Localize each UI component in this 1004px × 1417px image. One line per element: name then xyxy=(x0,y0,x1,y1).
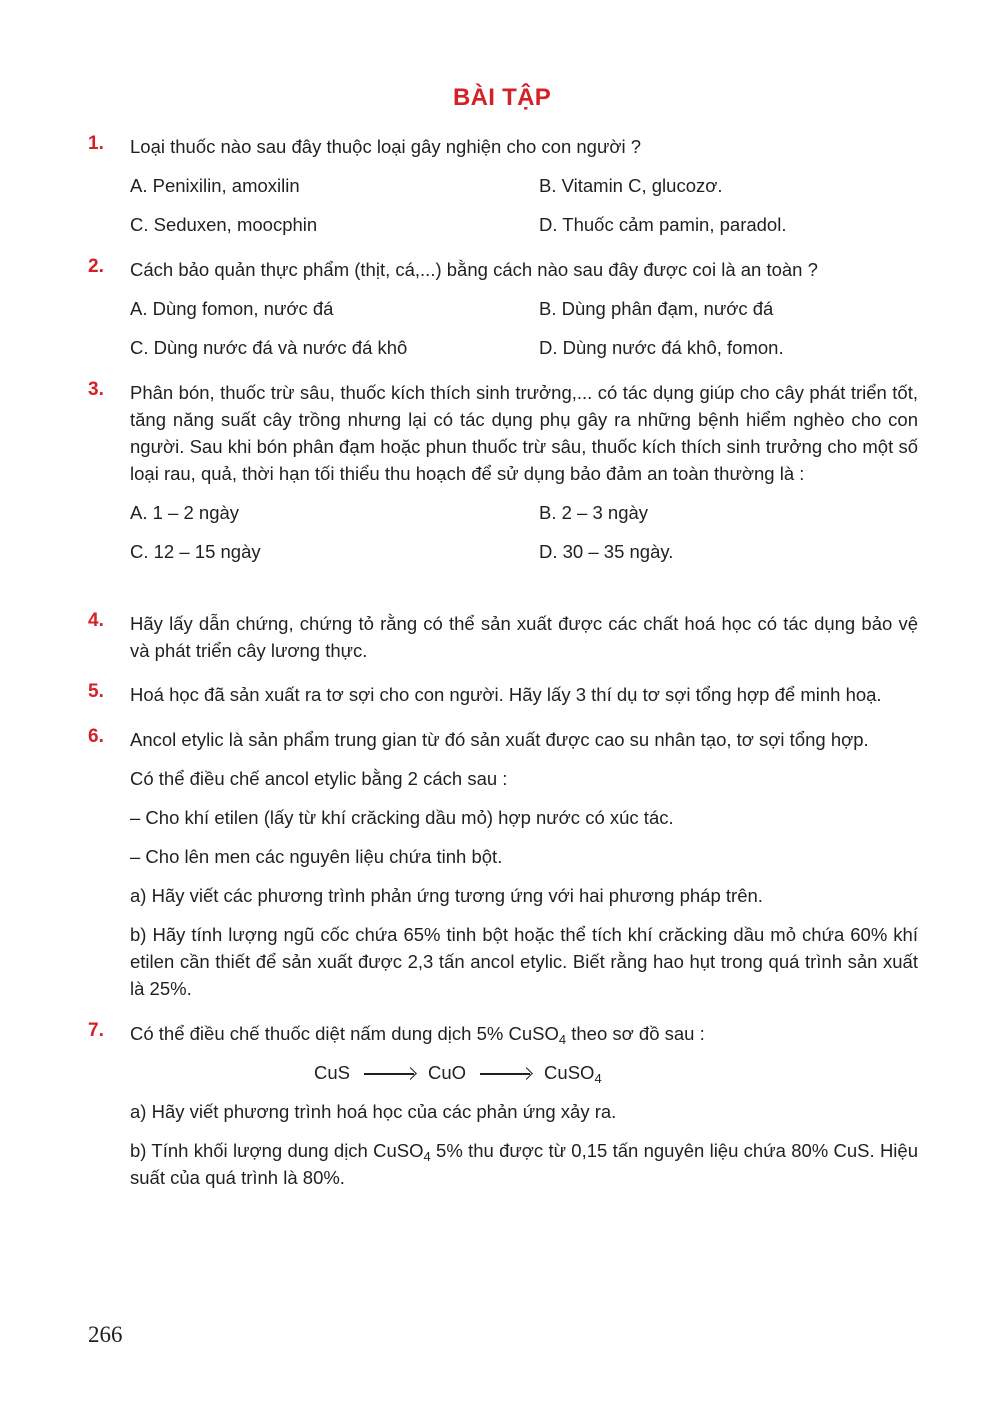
part-b xyxy=(130,1137,918,1191)
arrow-right-icon xyxy=(364,1073,414,1075)
compound: CuO xyxy=(428,1062,467,1083)
option-d: D. Thuốc cảm pamin, paradol. xyxy=(539,214,787,235)
question-number: 4. xyxy=(88,610,104,631)
question-text: Hãy lấy dẫn chứng, chứng tỏ rằng có thể sản xuất được các chất hoá học có tác dụng bảo vệ và phát triển cây lương thực. xyxy=(130,613,918,661)
options xyxy=(130,172,918,238)
part-b: b) Hãy tính lượng ngũ cốc chứa 65% tinh bột hoặc thể tích khí crăcking dầu mỏ chứa 60% khí etilen cần thiết để sản xuất được 2,3 tấn ancol etylic. Biết rằng hao hụt trong quá trình sản xuất là 25%. xyxy=(130,924,918,999)
text-part: b) Tính khối lượng dung dịch CuSO xyxy=(130,1140,424,1161)
option-c: C. Seduxen, moocphin xyxy=(130,214,318,235)
compound-formula: CuSO xyxy=(544,1062,595,1083)
reaction-scheme xyxy=(314,1059,918,1086)
option-b: B. Dùng phân đạm, nước đá xyxy=(539,298,774,319)
options xyxy=(130,295,918,361)
compound: CuS xyxy=(314,1062,350,1083)
question-3 xyxy=(88,379,918,565)
question-number: 3. xyxy=(88,379,104,400)
question-number: 1. xyxy=(88,133,104,154)
question-5 xyxy=(88,681,918,708)
question-1 xyxy=(88,133,918,238)
question-text xyxy=(130,1020,918,1047)
question-text: Cách bảo quản thực phẩm (thịt, cá,...) bằng cách nào sau đây được coi là an toàn ? xyxy=(130,259,818,280)
question-6 xyxy=(88,726,918,1002)
options xyxy=(130,499,918,565)
question-7 xyxy=(88,1020,918,1191)
option-a: A. Penixilin, amoxilin xyxy=(130,175,300,196)
option-c: C. Dùng nước đá và nước đá khô xyxy=(130,337,408,358)
subscript: 4 xyxy=(594,1071,602,1086)
question-text: Loại thuốc nào sau đây thuộc loại gây nghiện cho con người ? xyxy=(130,136,642,157)
text-part: theo sơ đồ sau : xyxy=(566,1023,705,1044)
option-c: C. 12 – 15 ngày xyxy=(130,541,261,562)
option-a: A. 1 – 2 ngày xyxy=(130,502,240,523)
subscript: 4 xyxy=(423,1149,431,1164)
text-part: Có thể điều chế thuốc diệt nấm dung dịch 5% CuSO xyxy=(130,1023,559,1044)
paragraph: Có thể điều chế ancol etylic bằng 2 cách sau : xyxy=(130,768,508,789)
paragraph: – Cho lên men các nguyên liệu chứa tinh bột. xyxy=(130,846,503,867)
text-part: 5% thu được từ 0,15 tấn nguyên liệu chứa 80% CuS. Hiệu suất của quá trình là 80%. xyxy=(130,1140,918,1188)
question-number: 5. xyxy=(88,681,104,702)
option-d: D. Dùng nước đá khô, fomon. xyxy=(539,337,784,358)
paragraph: – Cho khí etilen (lấy từ khí crăcking dầu mỏ) hợp nước có xúc tác. xyxy=(130,807,674,828)
option-a: A. Dùng fomon, nước đá xyxy=(130,298,334,319)
question-4 xyxy=(88,610,918,664)
question-text: Ancol etylic là sản phẩm trung gian từ đó sản xuất được cao su nhân tạo, tơ sợi tổng hợp. xyxy=(130,729,869,750)
option-b: B. 2 – 3 ngày xyxy=(539,502,649,523)
question-number: 6. xyxy=(88,726,104,747)
page-title: BÀI TẬP xyxy=(452,84,552,111)
part-a: a) Hãy viết phương trình hoá học của các phản ứng xảy ra. xyxy=(130,1101,617,1122)
compound xyxy=(544,1059,602,1086)
part-a: a) Hãy viết các phương trình phản ứng tương ứng với hai phương pháp trên. xyxy=(130,885,763,906)
question-text: Phân bón, thuốc trừ sâu, thuốc kích thích sinh trưởng,... có tác dụng giúp cho cây phát triển tốt, tăng năng suất cây trồng nhưng lại có tác dụng phụ gây ra những bệnh hiểm nghèo cho con người. Sau khi bón phân đạm hoặc phun thuốc trừ sâu, thuốc kích thích sinh trưởng cho một số loại rau, quả, thời hạn tối thiểu thu hoạch để sử dụng bảo đảm an toàn thường là : xyxy=(130,382,918,484)
question-number: 7. xyxy=(88,1020,104,1041)
subscript: 4 xyxy=(558,1032,567,1047)
page-number: 266 xyxy=(88,1322,123,1347)
arrow-right-icon xyxy=(480,1073,530,1075)
option-d: D. 30 – 35 ngày. xyxy=(539,541,674,562)
question-text: Hoá học đã sản xuất ra tơ sợi cho con người. Hãy lấy 3 thí dụ tơ sợi tổng hợp để minh hoạ. xyxy=(130,684,882,705)
question-2 xyxy=(88,256,918,361)
question-number: 2. xyxy=(88,256,104,277)
option-b: B. Vitamin C, glucozơ. xyxy=(539,175,723,196)
